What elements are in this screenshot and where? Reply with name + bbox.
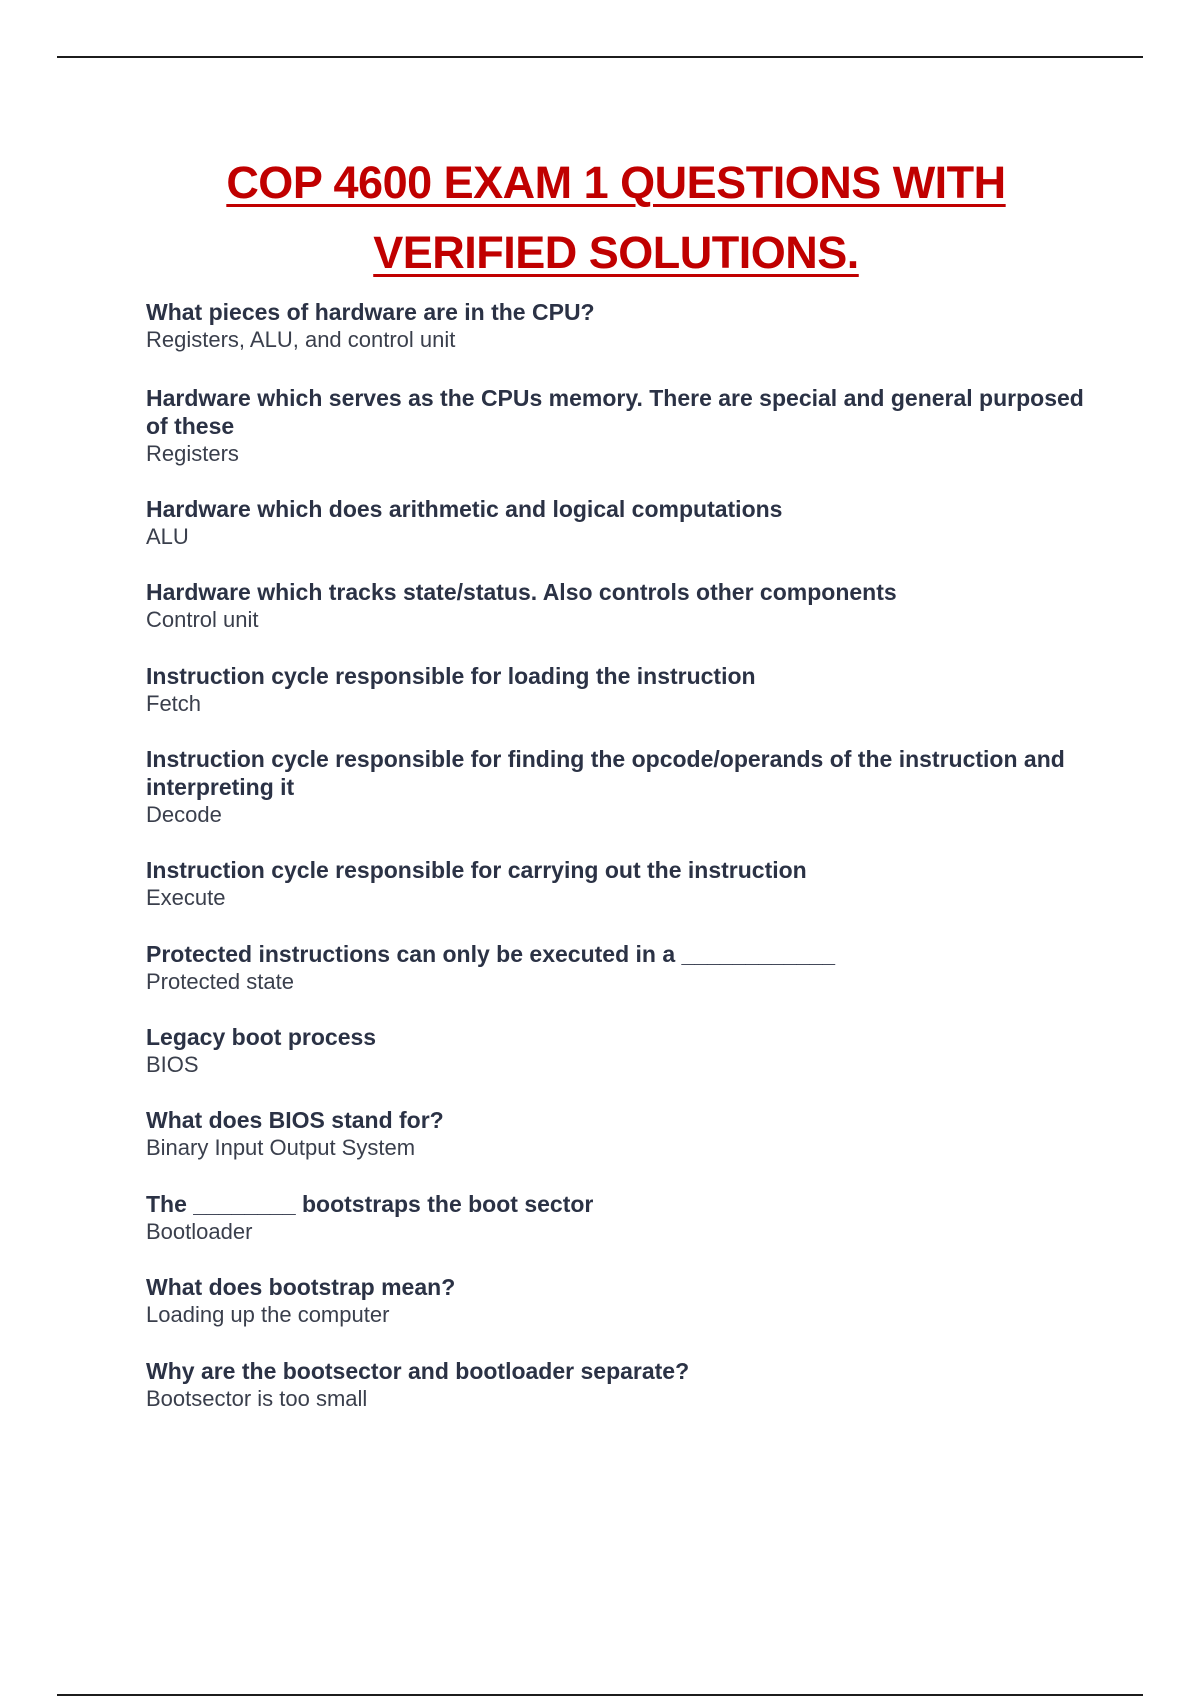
question-12: What does bootstrap mean? <box>146 1274 456 1300</box>
question-4: Hardware which tracks state/status. Also controls other components <box>146 579 897 605</box>
qa-item-4 <box>146 578 1086 634</box>
question-11: The ________ bootstraps the boot sector <box>146 1191 594 1217</box>
qa-item-11 <box>146 1190 1086 1246</box>
qa-item-10 <box>146 1106 1086 1162</box>
qa-item-3 <box>146 495 1086 551</box>
qa-item-9 <box>146 1023 1086 1079</box>
qa-item-5 <box>146 662 1086 718</box>
question-10: What does BIOS stand for? <box>146 1107 444 1133</box>
question-2: Hardware which serves as the CPUs memory. There are special and general purposed of these <box>146 385 1084 439</box>
answer-3: ALU <box>146 524 189 549</box>
answer-8: Protected state <box>146 969 294 994</box>
question-13: Why are the bootsector and bootloader separate? <box>146 1358 690 1384</box>
answer-1: Registers, ALU, and control unit <box>146 327 456 352</box>
title-line-2: VERIFIED SOLUTIONS. <box>373 227 859 278</box>
footer-rule <box>57 1694 1143 1696</box>
answer-7: Execute <box>146 885 226 910</box>
qa-item-2 <box>146 384 1086 468</box>
qa-item-8 <box>146 940 1086 996</box>
answer-10: Binary Input Output System <box>146 1135 416 1160</box>
qa-item-7 <box>146 856 1086 912</box>
answer-4: Control unit <box>146 607 259 632</box>
question-6: Instruction cycle responsible for finding the opcode/operands of the instruction and interpreting it <box>146 746 1065 800</box>
header-rule <box>57 56 1143 58</box>
question-3: Hardware which does arithmetic and logical computations <box>146 496 783 522</box>
qa-item-13 <box>146 1357 1086 1413</box>
answer-2: Registers <box>146 441 239 466</box>
question-8: Protected instructions can only be executed in a ____________ <box>146 941 836 967</box>
answer-6: Decode <box>146 802 222 827</box>
answer-13: Bootsector is too small <box>146 1386 368 1411</box>
question-9: Legacy boot process <box>146 1024 377 1050</box>
answer-12: Loading up the computer <box>146 1302 390 1327</box>
answer-9: BIOS <box>146 1052 199 1077</box>
question-5: Instruction cycle responsible for loading the instruction <box>146 663 756 689</box>
qa-item-1 <box>146 298 1086 354</box>
title-line-1: COP 4600 EXAM 1 QUESTIONS WITH <box>226 157 1006 208</box>
question-1: What pieces of hardware are in the CPU? <box>146 299 595 325</box>
qa-list <box>146 298 1086 1413</box>
qa-item-12 <box>146 1273 1086 1329</box>
document-title <box>0 148 1200 288</box>
question-7: Instruction cycle responsible for carrying out the instruction <box>146 857 807 883</box>
qa-item-6 <box>146 745 1086 829</box>
answer-11: Bootloader <box>146 1219 253 1244</box>
answer-5: Fetch <box>146 691 202 716</box>
